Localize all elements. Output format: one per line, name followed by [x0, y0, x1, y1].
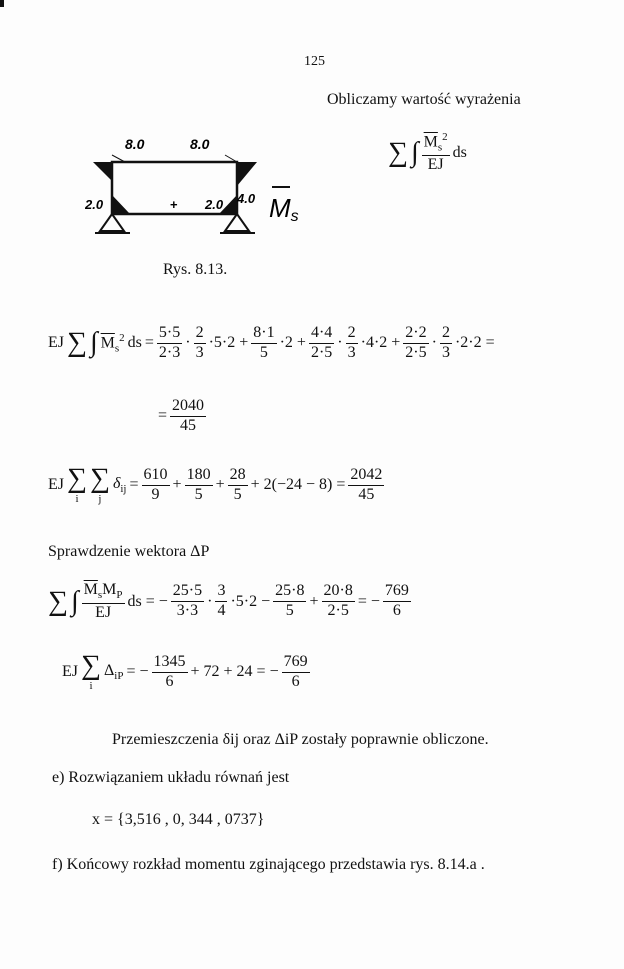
- page-number: 125: [304, 54, 325, 69]
- label-right-side: 4.0: [237, 191, 256, 206]
- label-right-support: 2.0: [205, 197, 224, 212]
- diagram-title-m: Ms: [269, 193, 299, 225]
- item-e: e) Rozwiązaniem układu równań jest: [52, 769, 290, 786]
- equation-3: EJ ∑ i ∑ j $\delta_{ij}$ = $\frac{610}{9}$ + $\frac{180}{5}$ + $\frac{28}{5}$ + 2(−24 − 8) = $\frac{2042}{45}$: [48, 463, 383, 505]
- label-mid: +: [170, 197, 178, 212]
- right-moment-area: [237, 162, 257, 186]
- check-heading: Sprawdzenie wektora ΔP: [48, 543, 210, 560]
- top-formula: [388, 132, 467, 174]
- sum-symbol: ∑: [388, 136, 408, 168]
- equation-1: EJ ∑ ∫ $\overline{M}_s^2$ ds = $\frac{5\cdot 5}{2\cdot 3}$ · $\frac{2}{3}$ ·5·2 + $\frac{8\cdot 1}{5}$ ·2 + $\frac{4\cdot 4}{2\cdot 5}$ · $\frac{2}{3}$ ·4·2 + $\frac{2\cdot 2}{2\cdot 5}$ · $\frac{2}{3}$ ·2·2 =: [48, 324, 495, 361]
- intro-text: Obliczamy wartość wyrażenia: [327, 91, 521, 108]
- fraction: $\frac{\overline{M}_s^2}{EJ}$: [423, 131, 448, 174]
- conclusion: Przemieszczenia δij oraz ΔiP zostały poprawnie obliczone.: [112, 731, 489, 748]
- integral-symbol: ∫: [410, 136, 419, 168]
- equation-2: = $\frac{2040}{45}$: [158, 397, 205, 434]
- right-support: [225, 214, 249, 231]
- label-top-right: 8.0: [190, 136, 210, 152]
- label-left-support: 2.0: [85, 197, 104, 212]
- left-moment-area: [93, 162, 112, 181]
- figure-caption: Rys. 8.13.: [163, 261, 228, 278]
- equation-5: EJ ∑ i $\Delta_{iP}$ = − $\frac{1345}{6}$ + 72 + 24 = − $\frac{769}{6}$: [62, 650, 308, 692]
- scan-corner-mark: [0, 0, 4, 7]
- ds-text: ds: [452, 143, 467, 161]
- label-top-left: 8.0: [125, 136, 145, 152]
- solution-vector: x = {3,516 , 0, 344 , 0737}: [92, 811, 265, 828]
- bottom-left-area: [112, 195, 130, 214]
- moment-diagram: [85, 125, 315, 245]
- left-support: [100, 214, 124, 231]
- item-f: f) Końcowy rozkład momentu zginającego przedstawia rys. 8.14.a .: [52, 856, 485, 873]
- equation-4: ∑ ∫ $\frac{\overline{M}_sM_P}{EJ}$ ds = − $\frac{25\cdot 5}{3\cdot 3}$ · $\frac{3}{4}$ ·5·2 − $\frac{25\cdot 8}{5}$ + $\frac{20\cdot 8}{2\cdot 5}$ = − $\frac{769}{6}$: [48, 581, 409, 621]
